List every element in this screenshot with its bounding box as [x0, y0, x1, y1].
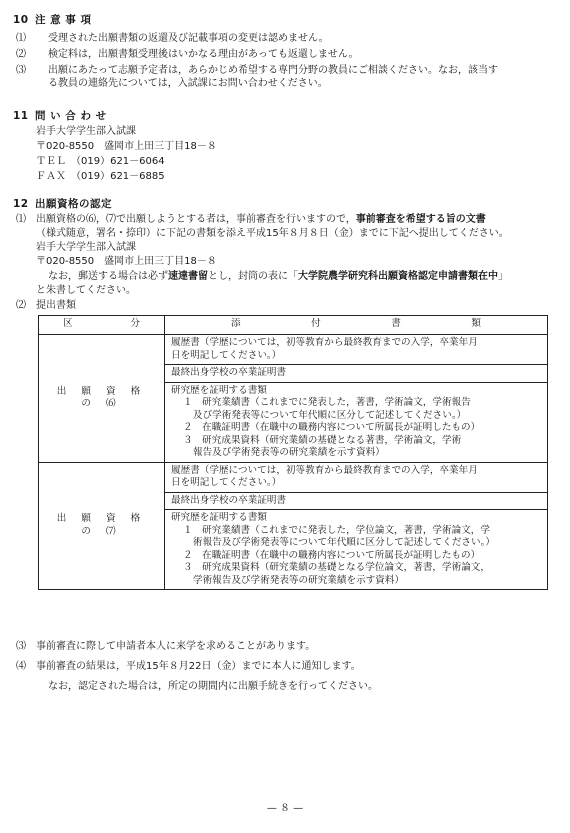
doc-subitem: １ 研究業績書（これまでに発表した，著書，学術論文，学術報告 [183, 397, 471, 408]
doc-text: 研究歴を証明する書類 [171, 384, 267, 396]
doc-subitem: 及び学術発表等について年代順に区分して記述してください。） [193, 409, 467, 421]
section-12-heading [13, 198, 112, 211]
notice-item-1 [16, 32, 548, 45]
category-qualification-7: 出 願 資 格 の ⑺ [39, 462, 165, 590]
doc-resume [165, 462, 548, 492]
header-char: 添 [231, 318, 241, 329]
registered-express-emphasis: 速達書留 [168, 271, 208, 282]
mailing-instructions-line-1 [48, 270, 508, 283]
table-header-row [39, 316, 548, 335]
header-char: 分 [130, 318, 140, 329]
documents-subheading: 提出書類 [36, 300, 76, 311]
doc-subitem: ３ 研究成果資料（研究業績の基礎となる学位論文，著書，学術論文， [183, 562, 490, 573]
header-documents [165, 316, 548, 335]
notice-item-3 [16, 64, 548, 90]
table-row [39, 462, 548, 492]
doc-text: 履歴書（学歴については，初等教育から最終教育までの入学，卒業年月 [171, 337, 478, 348]
section-title: 問 い 合 わ せ [35, 110, 107, 122]
mail-text: とし，封筒の表に「 [208, 271, 298, 282]
item-marker: ⑴ [16, 33, 26, 44]
qualification-intro-line-1 [36, 213, 486, 226]
item-marker: ⑶ [16, 65, 26, 76]
mailing-instructions-line-2: と朱書してください。 [36, 285, 136, 296]
header-char: 類 [471, 318, 481, 329]
section-10-heading [13, 14, 91, 27]
doc-subitem: １ 研究業績書（これまでに発表した，学位論文，著書，学術論文，学 [183, 524, 490, 536]
section-number: 11 [13, 110, 29, 122]
submission-address: 〒020-8550 盛岡市上田三丁目18－８ [36, 256, 217, 267]
page-number: — ８ — [266, 803, 304, 814]
submission-office: 岩手大学学生部入試課 [36, 242, 136, 253]
doc-subitem: ２ 在職証明書（在職中の職務内容について所属長が証明したもの） [183, 422, 481, 433]
category-qualification-6: 出 願 資 格 の ⑹ [39, 335, 165, 463]
required-document-emphasis: 事前審査を希望する旨の文書 [355, 214, 486, 225]
doc-text: 研究歴を証明する書類 [171, 512, 267, 523]
item-marker: ⑶ [16, 641, 26, 652]
header-char: 区 [63, 318, 73, 329]
mail-text: なお，郵送する場合は必ず [48, 271, 168, 282]
doc-text: 日を明記してください。） [171, 477, 282, 488]
doc-text: 日を明記してください。） [171, 349, 282, 361]
item-text-line: る教員の連絡先については，入試課にお問い合わせください。 [48, 78, 328, 89]
header-char: 付 [311, 318, 321, 329]
result-notice: 事前審査の結果は，平成15年８月22日（金）までに本人に通知します。 [36, 661, 361, 672]
section-title: 出願資格の認定 [35, 198, 112, 210]
doc-subitem: ２ 在職証明書（在職中の職務内容について所属長が証明したもの） [183, 549, 481, 561]
table-row [39, 335, 548, 365]
doc-research-history [165, 510, 548, 590]
doc-research-history [165, 382, 548, 462]
envelope-label-emphasis: 大学院農学研究科出願資格認定申請書類在中 [298, 271, 498, 282]
doc-resume [165, 335, 548, 365]
doc-subitem: ３ 研究成果資料（研究業績の基礎となる著書，学術論文，学術 [183, 434, 462, 446]
notice-item-2 [16, 48, 548, 61]
item-marker: ⑵ [16, 300, 26, 311]
intro-text: 出願資格の⑹，⑺で出願しようとする者は，事前審査を行いますので， [36, 214, 356, 225]
doc-subitem: 術報告及び学術発表等について年代順に区分して記述してください。） [193, 537, 496, 548]
section-number: 10 [13, 14, 29, 26]
contact-fax: ＦＡＸ （019）621－6885 [36, 171, 165, 182]
doc-graduation-certificate: 最終出身学校の卒業証明書 [165, 365, 548, 383]
item-marker: ⑵ [16, 49, 26, 60]
item-marker: ⑴ [16, 214, 26, 225]
procedure-notice: なお，認定された場合は，所定の期間内に出願手続きを行ってください。 [48, 681, 378, 692]
contact-office: 岩手大学学生部入試課 [36, 126, 136, 137]
item-marker: ⑷ [16, 661, 26, 672]
doc-text: 履歴書（学歴については，初等教育から最終教育までの入学，卒業年月 [171, 464, 478, 476]
doc-graduation-certificate: 最終出身学校の卒業証明書 [165, 492, 548, 510]
contact-tel: ＴＥＬ （019）621－6064 [36, 156, 165, 167]
item-text-line: 出願にあたって志願予定者は，あらかじめ希望する専門分野の教員にご相談ください。なお，該当す [48, 65, 498, 76]
mail-text: 」 [498, 271, 508, 282]
header-char: 書 [391, 318, 401, 329]
qualification-intro-line-2: （様式随意，署名・捺印）に下記の書類を添え平成15年８月８日（金）までに下記へ提出してください。 [36, 228, 509, 239]
item-text: 受理された出願書類の返還及び記載事項の変更は認めません。 [48, 33, 329, 44]
visit-notice: 事前審査に際して申請者本人に来学を求めることがあります。 [36, 641, 316, 652]
doc-subitem: 報告及び学術発表等の研究業績を示す資料） [193, 447, 385, 458]
contact-address: 〒020-8550 盛岡市上田三丁目18－８ [36, 141, 217, 152]
section-title: 注 意 事 項 [35, 14, 92, 26]
header-category [39, 316, 165, 335]
section-number: 12 [13, 198, 29, 210]
item-text: 検定料は，出願書類受理後はいかなる理由があっても返還しません。 [48, 49, 359, 60]
doc-subitem: 学術報告及び学術発表等の研究業績を示す資料） [193, 574, 405, 586]
section-11-heading [13, 110, 107, 123]
required-documents-table [38, 315, 548, 590]
